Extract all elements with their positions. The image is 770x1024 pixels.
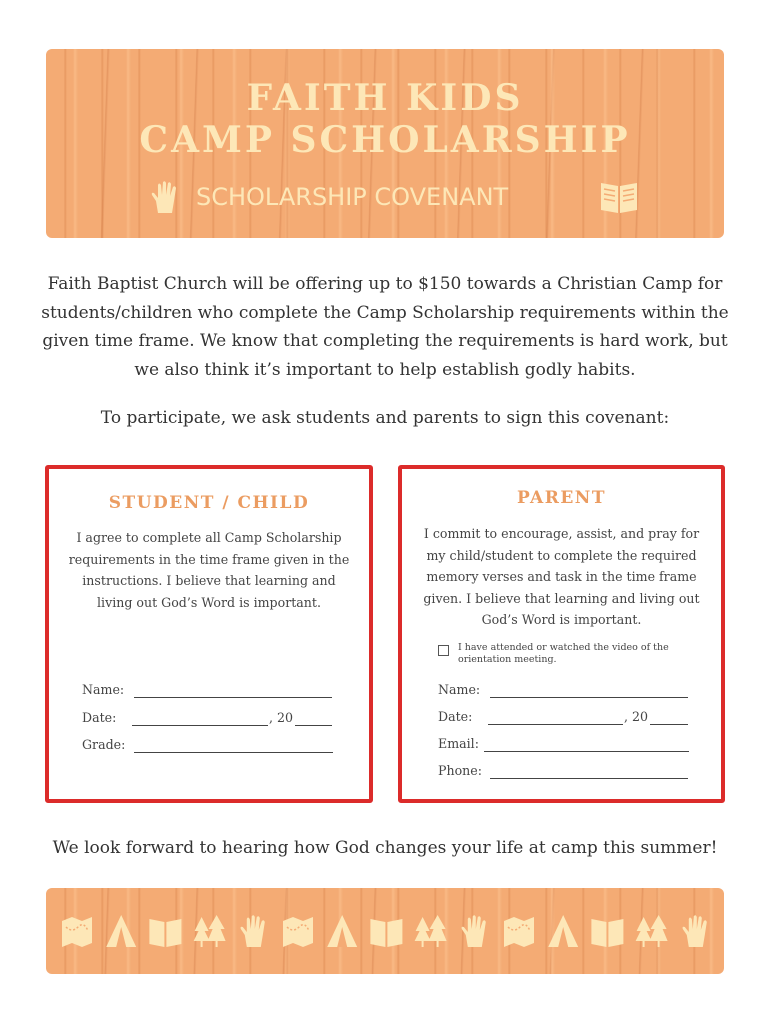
- parent-date-line[interactable]: [488, 724, 623, 725]
- student-grade-line[interactable]: [134, 752, 333, 753]
- student-card-title: STUDENT / CHILD: [108, 493, 310, 513]
- map-icon: [283, 917, 313, 947]
- parent-covenant-card: [398, 465, 725, 803]
- student-grade-label: Grade:: [82, 737, 126, 752]
- parent-date-field[interactable]: [438, 709, 698, 727]
- footer-banner: [46, 888, 724, 974]
- student-year-line[interactable]: [295, 725, 332, 726]
- hand-icon: [683, 915, 707, 947]
- parent-date-suffix: , 20: [624, 709, 649, 724]
- title-line-2: CAMP SCHOLARSHIP: [139, 119, 631, 161]
- parent-date-label: Date:: [438, 709, 473, 724]
- student-date-line[interactable]: [132, 725, 268, 726]
- hand-icon: [462, 915, 486, 947]
- parent-email-label: Email:: [438, 736, 479, 751]
- map-icon: [504, 917, 534, 947]
- tent-icon: [548, 915, 578, 947]
- book-icon: [370, 919, 402, 947]
- book-icon: [149, 919, 181, 947]
- parent-phone-field[interactable]: [438, 763, 698, 781]
- student-covenant-card: [45, 465, 373, 803]
- footer-icon-strip: [46, 888, 724, 974]
- map-icon: [62, 917, 92, 947]
- student-date-label: Date:: [82, 710, 117, 725]
- book-icon: [599, 179, 639, 215]
- parent-email-field[interactable]: [438, 736, 698, 754]
- parent-name-line[interactable]: [490, 697, 688, 698]
- trees-icon: [636, 915, 668, 947]
- hand-icon: [241, 915, 265, 947]
- student-name-field[interactable]: [82, 682, 342, 700]
- intro-paragraph: Faith Baptist Church will be offering up to $150 towards a Christian Camp for students/children who complete the Camp Scholarship requirements within the given time frame. We know that completing the requirements is hard work, but we also think it’s important to help establish godly habits.: [41, 274, 729, 380]
- parent-name-field[interactable]: [438, 682, 698, 700]
- student-name-line[interactable]: [134, 697, 332, 698]
- parent-year-line[interactable]: [650, 724, 688, 725]
- header-banner: [46, 49, 724, 238]
- trees-icon: [194, 915, 226, 947]
- subtitle-row: [46, 177, 724, 217]
- student-card-text: I agree to complete all Camp Scholarship requirements in the time frame given in the instructions. I believe that learning and living out God’s Word is important.: [68, 530, 350, 610]
- hand-icon: [148, 179, 184, 215]
- student-date-field[interactable]: [82, 710, 342, 728]
- parent-name-label: Name:: [438, 682, 481, 697]
- tent-icon: [327, 915, 357, 947]
- tent-icon: [106, 915, 136, 947]
- parent-card-title: PARENT: [516, 488, 606, 508]
- parent-card-text: I commit to encourage, assist, and pray for my child/student to complete the required memory verses and task in the time frame given. I believe that learning and living out God’s Word is important.: [423, 526, 700, 627]
- book-icon: [591, 919, 623, 947]
- student-name-label: Name:: [82, 682, 125, 697]
- title-line-1: FAITH KIDS: [246, 77, 524, 119]
- student-grade-field[interactable]: [82, 737, 342, 755]
- covenant-request: To participate, we ask students and parents to sign this covenant:: [100, 408, 670, 428]
- closing-message: We look forward to hearing how God changes your life at camp this summer!: [52, 838, 718, 858]
- trees-icon: [415, 915, 447, 947]
- parent-phone-label: Phone:: [438, 763, 482, 778]
- subtitle: SCHOLARSHIP COVENANT: [196, 183, 509, 211]
- orientation-checkbox-label: I have attended or watched the video of the orientation meeting.: [458, 642, 669, 665]
- parent-phone-line[interactable]: [490, 778, 688, 779]
- student-date-suffix: , 20: [269, 710, 294, 725]
- orientation-checkbox[interactable]: [438, 645, 449, 656]
- parent-email-line[interactable]: [484, 751, 689, 752]
